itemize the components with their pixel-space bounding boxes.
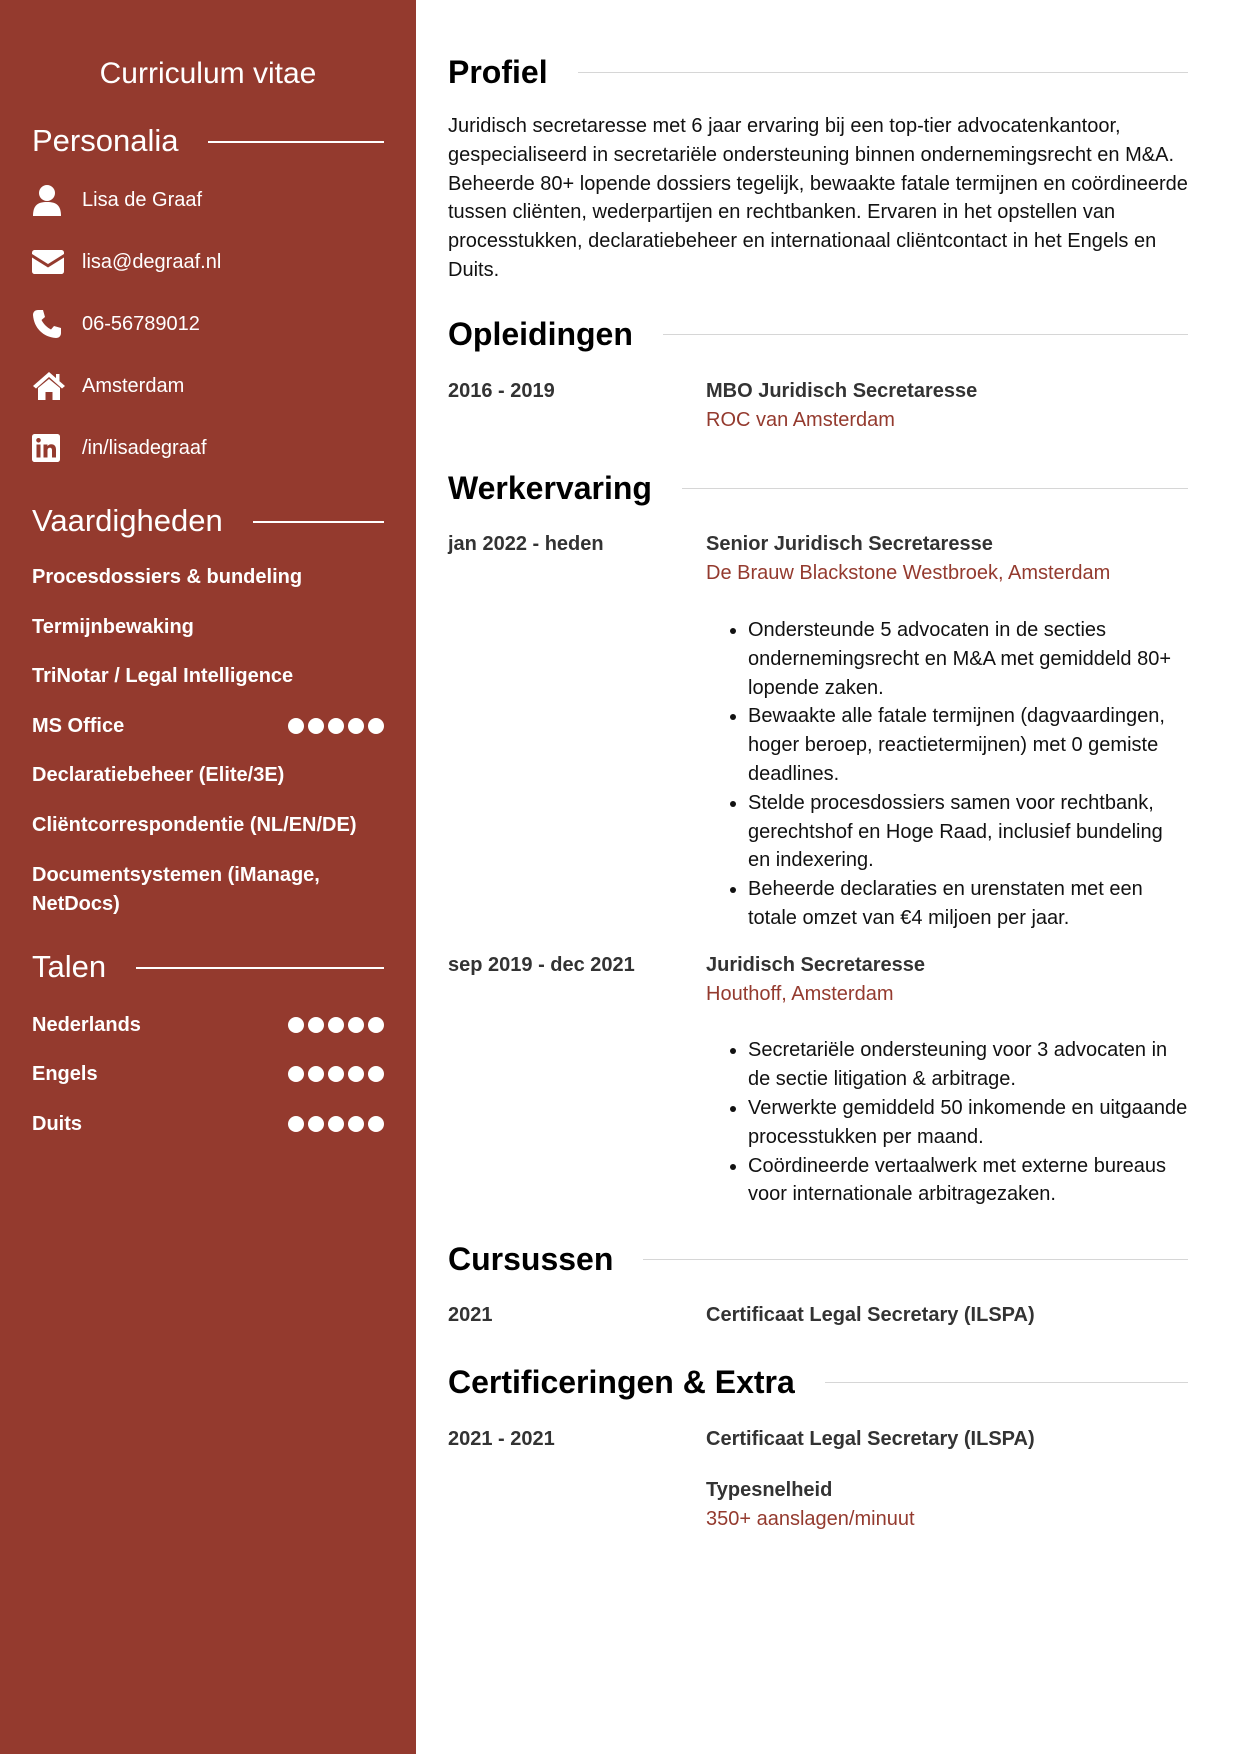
- user-icon: [32, 183, 76, 217]
- rating-dot: [328, 1066, 344, 1082]
- skill-label: MS Office: [32, 714, 125, 737]
- rating-dot: [308, 1017, 324, 1033]
- entry-bullets: [706, 616, 1188, 933]
- entry-title: MBO Juridisch Secretaresse: [706, 379, 978, 402]
- rating-dot: [348, 1116, 364, 1132]
- rating-dot: [368, 1066, 384, 1082]
- bullet-item: • Beheerde declaraties en urenstaten met een totale omzet van €4 miljoen per jaar.: [748, 875, 1188, 933]
- education-heading: [448, 315, 1188, 355]
- heading-divider: [825, 1382, 1188, 1383]
- contact-phone[interactable]: [32, 293, 384, 355]
- contact-name-text: Lisa de Graaf: [82, 188, 203, 211]
- languages-list: [32, 1011, 384, 1139]
- cv-title: Curriculum vitae: [99, 57, 317, 90]
- heading-divider: [136, 967, 384, 969]
- entry-date: sep 2019 - dec 2021: [448, 953, 635, 976]
- rating-dot: [348, 1017, 364, 1033]
- rating-dot: [368, 1017, 384, 1033]
- contact-email[interactable]: [32, 231, 384, 293]
- courses-heading-text: Cursussen: [448, 1240, 614, 1277]
- entry-title: Senior Juridisch Secretaresse: [706, 533, 993, 556]
- certifications-heading-text: Certificeringen & Extra: [448, 1364, 795, 1401]
- entry-organization: Houthoff, Amsterdam: [706, 982, 894, 1005]
- heading-divider: [643, 1259, 1188, 1260]
- skill-label: Termijnbewaking: [32, 615, 194, 638]
- entry-title: Certificaat Legal Secretary (ILSPA): [706, 1427, 1035, 1450]
- rating-dot: [328, 1116, 344, 1132]
- rating-dot: [308, 1116, 324, 1132]
- entry-date: jan 2022 - heden: [448, 533, 604, 556]
- contact-email-text[interactable]: lisa@degraaf.nl: [82, 250, 222, 273]
- course-entry: [448, 1301, 1188, 1330]
- entry-body: [706, 1425, 1188, 1454]
- bullet-item: • Ondersteunde 5 advocaten in de secties ondernemingsrecht en M&A met gemiddeld 80+ lopende zaken.: [748, 616, 1188, 702]
- skill-item: [32, 662, 384, 691]
- bullet-item: • Coördineerde vertaalwerk met externe bureaus voor internationale arbitragezaken.: [748, 1152, 1188, 1210]
- personalia-heading: [32, 121, 384, 161]
- entry-date: 2016 - 2019: [448, 379, 555, 402]
- entry-body: [706, 951, 1188, 1209]
- entry-body: [706, 1476, 1188, 1534]
- language-label: Duits: [32, 1112, 82, 1135]
- skill-item: [32, 563, 384, 592]
- heading-divider: [663, 334, 1188, 335]
- experience-section: [448, 468, 1188, 1209]
- phone-icon: [32, 307, 76, 341]
- heading-divider: [682, 488, 1188, 489]
- entry-date: [448, 1476, 706, 1534]
- experience-entry: [448, 530, 1188, 932]
- contact-phone-text[interactable]: 06-56789012: [82, 312, 200, 335]
- skill-label: TriNotar / Legal Intelligence: [32, 665, 294, 688]
- contact-linkedin-text[interactable]: /in/lisadegraaf: [82, 436, 207, 459]
- certification-entry: [448, 1425, 1188, 1454]
- main-content: [448, 0, 1188, 1533]
- bullet-item: • Secretariële ondersteuning voor 3 advocaten in de sectie litigation & arbitrage.: [748, 1036, 1188, 1094]
- profile-heading-text: Profiel: [448, 53, 548, 90]
- rating-dot: [308, 1066, 324, 1082]
- language-item: [32, 1110, 384, 1139]
- entry-date: 2021 - 2021: [448, 1427, 555, 1450]
- contact-list: [32, 169, 384, 479]
- rating-dot: [368, 1116, 384, 1132]
- skill-item: [32, 761, 384, 790]
- rating-dot: [328, 718, 344, 734]
- certification-entry: [448, 1476, 1188, 1534]
- education-heading-text: Opleidingen: [448, 316, 633, 353]
- languages-heading: [32, 947, 384, 987]
- profile-heading: [448, 52, 1188, 92]
- entry-bullets: [706, 1036, 1188, 1209]
- courses-section: [448, 1239, 1188, 1330]
- home-icon: [32, 369, 76, 403]
- skill-label: Declaratiebeheer (Elite/3E): [32, 764, 285, 787]
- language-item: [32, 1060, 384, 1089]
- certifications-heading: [448, 1363, 1188, 1403]
- heading-divider: [208, 141, 384, 143]
- rating-dot: [368, 718, 384, 734]
- language-label: Engels: [32, 1063, 98, 1086]
- bullet-item: • Verwerkte gemiddeld 50 inkomende en uitgaande processtukken per maand.: [748, 1094, 1188, 1152]
- personalia-heading-text: Personalia: [32, 123, 179, 158]
- experience-entry: [448, 951, 1188, 1209]
- contact-name: [32, 169, 384, 231]
- skills-heading-text: Vaardigheden: [32, 503, 223, 538]
- entry-organization: De Brauw Blackstone Westbroek, Amsterdam: [706, 562, 1111, 585]
- linkedin-icon: [32, 431, 76, 465]
- skill-item: [32, 861, 342, 919]
- education-entry: [448, 377, 1188, 435]
- language-rating: [288, 1066, 384, 1082]
- heading-divider: [578, 72, 1188, 73]
- language-rating: [288, 1116, 384, 1132]
- rating-dot: [308, 718, 324, 734]
- rating-dot: [328, 1017, 344, 1033]
- heading-divider: [253, 521, 384, 523]
- rating-dot: [348, 718, 364, 734]
- contact-location-text: Amsterdam: [82, 374, 185, 397]
- entry-title: Certificaat Legal Secretary (ILSPA): [706, 1304, 1035, 1327]
- skills-list: [32, 563, 384, 919]
- entry-title: Juridisch Secretaresse: [706, 953, 926, 976]
- courses-heading: [448, 1239, 1188, 1279]
- entry-date: 2021: [448, 1304, 493, 1327]
- entry-organization: ROC van Amsterdam: [706, 408, 895, 431]
- certifications-section: [448, 1363, 1188, 1533]
- languages-heading-text: Talen: [32, 948, 107, 984]
- skill-item: [32, 811, 384, 840]
- experience-heading-text: Werkervaring: [448, 469, 652, 506]
- language-label: Nederlands: [32, 1013, 141, 1036]
- education-section: [448, 315, 1188, 435]
- skill-label: Procesdossiers & bundeling: [32, 566, 303, 588]
- rating-dot: [288, 1116, 304, 1132]
- rating-dot: [348, 1066, 364, 1082]
- profile-section: [448, 52, 1188, 285]
- envelope-icon: [32, 245, 76, 279]
- profile-text: Juridisch secretaresse met 6 jaar ervaring bij een top-tier advocatenkantoor, gespecialiseerd in secretariële ondersteuning binnen ondernemingsrecht en M&A. Beheerde 80+ lopende dossiers tegelijk, bewaakte fatale termijnen en coördineerde tussen cliënten, wederpartijen en rechtbanken. Ervaren in het opstellen van processtukken, declaratiebeheer en internationaal cliëntcontact in het Engels en Duits.: [448, 115, 1188, 281]
- contact-location: [32, 355, 384, 417]
- rating-dot: [288, 718, 304, 734]
- bullet-item: • Stelde procesdossiers samen voor rechtbank, gerechtshof en Hoge Raad, inclusief bundeling en indexering.: [748, 789, 1188, 875]
- contact-linkedin[interactable]: [32, 417, 384, 479]
- rating-dot: [288, 1066, 304, 1082]
- skill-item: [32, 712, 384, 741]
- entry-detail: 350+ aanslagen/minuut: [706, 1507, 915, 1530]
- bullet-item: • Bewaakte alle fatale termijnen (dagvaardingen, hoger beroep, reactietermijnen) met 0 gemiste deadlines.: [748, 702, 1188, 788]
- skill-label: Cliëntcorrespondentie (NL/EN/DE): [32, 813, 357, 836]
- entry-body: [706, 530, 1188, 932]
- entry-body: [706, 377, 1188, 435]
- entry-title: Typesnelheid: [706, 1478, 833, 1501]
- experience-heading: [448, 468, 1188, 508]
- rating-dot: [288, 1017, 304, 1033]
- skill-label: Documentsystemen (iManage, NetDocs): [32, 863, 320, 915]
- sidebar: [0, 0, 416, 1754]
- entry-body: [706, 1301, 1188, 1330]
- language-rating: [288, 1017, 384, 1033]
- skill-item: [32, 613, 384, 642]
- skill-rating: [288, 718, 384, 734]
- language-item: [32, 1011, 384, 1040]
- skills-heading: [32, 501, 384, 541]
